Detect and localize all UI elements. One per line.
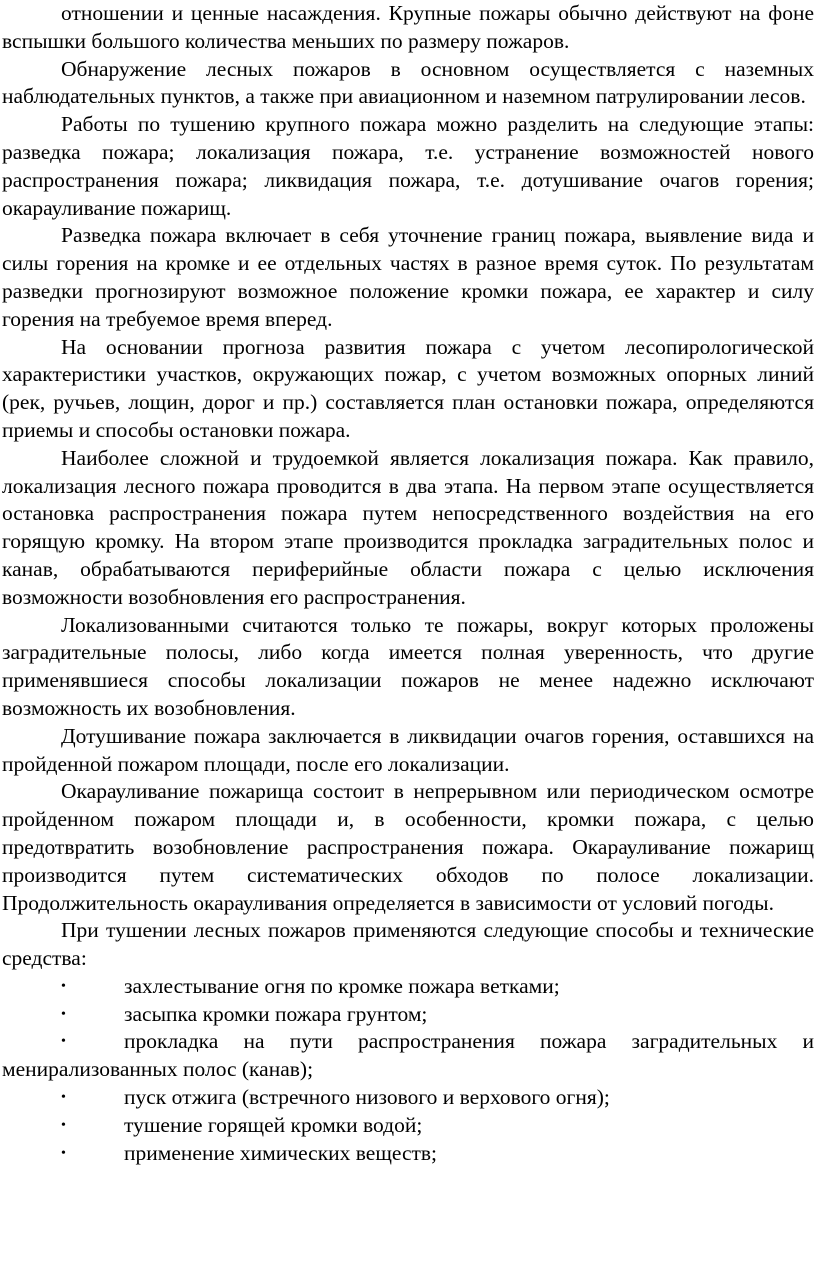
- list-item-text: засыпка кромки пожара грунтом;: [124, 1001, 428, 1026]
- paragraph-suppression-stages: Работы по тушению крупного пожара можно разделить на следующие этапы: разведка пожара; локализация пожара, т.е. устранение возможностей нового распространения пожара; ликвидация пожара, т.е. дотушивание очагов горения; окарауливание пожарищ.: [2, 112, 814, 220]
- bullet-marker: •: [61, 978, 66, 994]
- paragraph-patrolling: Окарауливание пожарища состоит в непрерывном или периодическом осмотре пройденном пожаром площади и, в особенности, кромки пожара, с целью предотвратить возобновление распространения пожара. Окарауливание пожарищ производится путем систематических обходов по полосе локализации. Продолжительность окарауливания определяется в зависимости от условий погоды.: [2, 779, 814, 915]
- list-item: [2, 973, 814, 1001]
- list-item: [2, 1084, 814, 1112]
- paragraph-fires-background: отношении и ценные насаждения. Крупные пожары обычно действуют на фоне вспышки большого количества меньших по размеру пожаров.: [2, 1, 814, 53]
- bullet-marker: •: [61, 1145, 66, 1161]
- bullet-marker: •: [61, 1034, 66, 1050]
- list-item: [2, 1001, 814, 1029]
- paragraph-fire-reconnaissance: Разведка пожара включает в себя уточнение границ пожара, выявление вида и силы горения на кромке и ее отдельных частях в разное время суток. По результатам разведки прогнозируют возможное положение кромки пожара, ее характер и силу горения на требуемое время вперед.: [2, 223, 814, 331]
- list-item: [2, 1028, 814, 1084]
- bullet-marker: •: [61, 1117, 66, 1133]
- list-item: [2, 1140, 814, 1168]
- list-item-text: пуск отжига (встречного низового и верхового огня);: [124, 1085, 610, 1110]
- list-item-text: захлестывание огня по кромке пожара ветками;: [124, 973, 560, 998]
- bullet-marker: •: [61, 1006, 66, 1022]
- list-item-text: тушение горящей кромки водой;: [124, 1112, 423, 1137]
- list-item-text: применение химических веществ;: [124, 1140, 438, 1165]
- paragraph-stop-plan: На основании прогноза развития пожара с учетом лесопирологической характеристики участков, окружающих пожар, с учетом возможных опорных линий (рек, ручьев, лощин, дорог и пр.) составляется план остановки пожара, определяются приемы и способы остановки пожара.: [2, 334, 814, 442]
- list-item-text: прокладка на пути распространения пожара заградительных и менирализованных полос (канав);: [2, 1029, 814, 1082]
- methods-list: [2, 973, 814, 1168]
- list-item: [2, 1112, 814, 1140]
- paragraph-methods-intro: При тушении лесных пожаров применяются следующие способы и технические средства:: [2, 918, 814, 971]
- paragraph-localized-fires: Локализованными считаются только те пожары, вокруг которых проложены заградительные полосы, либо когда имеется полная уверенность, что другие применявшиеся способы локализации пожаров не менее надежно исключают возможность их возобновления.: [2, 612, 814, 720]
- paragraph-localization: Наиболее сложной и трудоемкой является локализация пожара. Как правило, локализация лесного пожара проводится в два этапа. На первом этапе осуществляется остановка распространения пожара путем непосредственного воздействия на его горящую кромку. На втором этапе производится прокладка заградительных полос и канав, обрабатываются периферийные области пожара с целью исключения возможности возобновления его распространения.: [2, 445, 814, 609]
- bullet-marker: •: [61, 1090, 66, 1106]
- paragraph-extinguishing: Дотушивание пожара заключается в ликвидации очагов горения, оставшихся на пройденной пожаром площади, после его локализации.: [2, 723, 814, 776]
- paragraph-fire-detection: Обнаружение лесных пожаров в основном осуществляется с наземных наблюдательных пунктов, а также при авиационном и наземном патрулировании лесов.: [2, 56, 814, 109]
